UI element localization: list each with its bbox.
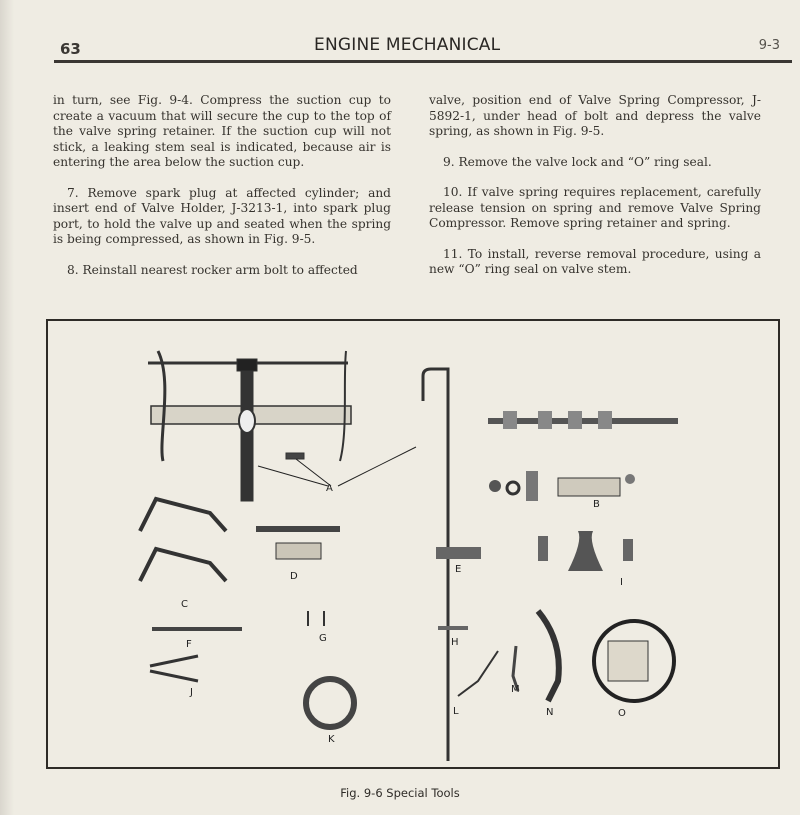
figure-label-e: E [455,564,462,575]
sleeve-drawing-e [436,547,481,559]
paragraph: valve, position end of Valve Spring Compressor, J-5892-1, under head of bolt and depress the valve spring, as shown in Fig. 9-5. [429,93,761,138]
ring-drawing-k [306,679,354,727]
figure-label-k: K [328,734,335,745]
pin-drawing-h [438,626,468,630]
figure-label-i: I [620,577,623,588]
driver-drawing [256,526,340,532]
page-edge-shadow [0,0,14,815]
special-tools-figure [46,319,780,769]
right-column [429,93,761,293]
handles-drawing-c [140,499,226,581]
running-title: ENGINE MECHANICAL [314,35,501,55]
figure-label-h: H [451,637,459,648]
paragraph: 10. If valve spring requires replacement, carefully release tension on spring and remove Valve Spring Compressor. Remove spring retainer and spring. [429,185,761,230]
figure-label-b: B [593,499,600,510]
figure-label-d: D [290,571,298,582]
header-rule [54,60,792,63]
paragraph: 7. Remove spark plug at affected cylinder; and insert end of Valve Holder, J-3213-1, into spark plug port, to hold the valve up and seated when the spring is being compressed, as shown in Fig. 9-5. [53,185,391,246]
figure-label-m: M [511,684,520,695]
rod-tool-drawing [423,369,448,761]
figure-label-f: F [186,639,192,650]
bushing-drawing-i [538,536,548,561]
figure-label-g: G [319,633,327,644]
bracket-drawing-n [538,611,559,701]
page-number: 63 [60,40,81,58]
paragraph: in turn, see Fig. 9-4. Compress the suction cup to create a vacuum that will secure the cup to the top of the valve spring retainer. If the suction cup will not stick, a leaking stem seal is indicated, because air is entering the area below the suction cup. [53,93,391,169]
section-number: 9-3 [758,38,780,53]
figure-label-j: J [190,687,193,698]
valve-parts-drawing-b [488,411,678,501]
pointer-lines-a [258,447,416,486]
tool-drawing-l [458,651,498,696]
figure-label-l: L [453,706,459,717]
figure-label-n: N [546,707,554,718]
pliers-drawing-j [150,656,198,681]
page-header [54,30,794,60]
paragraph: 8. Reinstall nearest rocker arm bolt to affected [67,262,358,277]
figure-label-c: C [181,599,188,610]
block-drawing-d [276,543,321,559]
left-column [53,93,391,293]
tools-illustration [48,321,778,767]
punch-drawing-f [152,627,242,631]
figure-label-a: A [326,483,333,494]
figure-caption: Fig. 9-6 Special Tools [340,786,460,800]
paragraph: 11. To install, reverse removal procedure, using a new “O” ring seal on valve stem. [429,246,761,276]
paragraph: 9. Remove the valve lock and “O” ring seal. [443,154,712,169]
figure-label-o: O [618,708,626,719]
